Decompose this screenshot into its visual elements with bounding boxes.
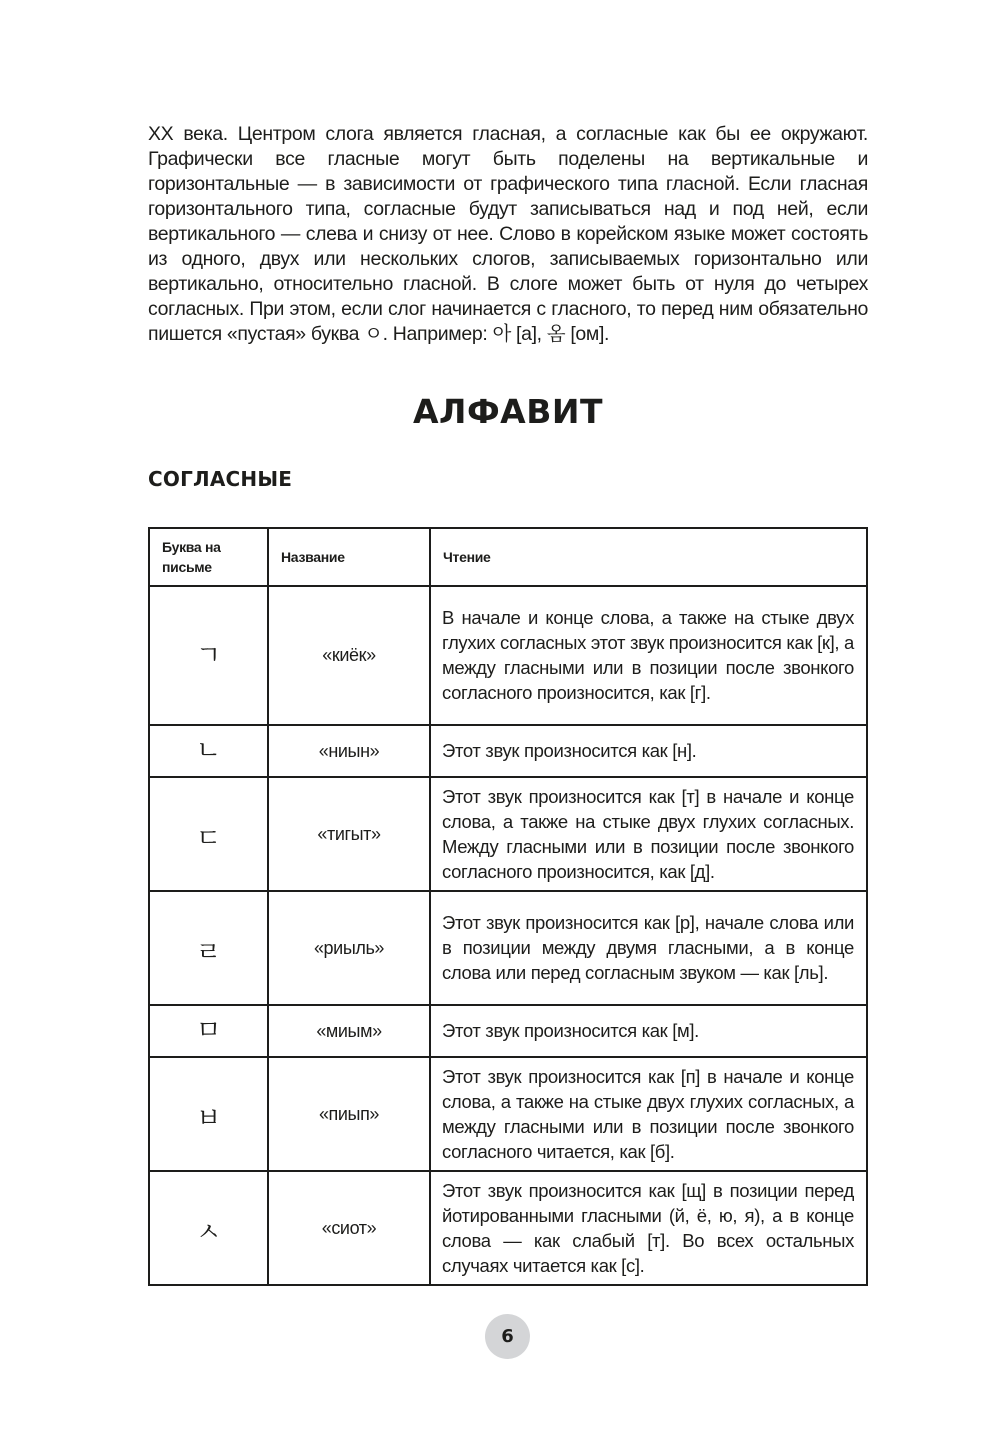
name-cell: «риыль»: [268, 891, 430, 1005]
letter-cell: [149, 891, 268, 1005]
header-letter: Буква на письме: [149, 528, 268, 586]
page-title: АЛФАВИТ: [413, 392, 603, 431]
letter-cell: [149, 1057, 268, 1171]
name-cell: «тигыт»: [268, 777, 430, 891]
table-row: [149, 1005, 867, 1057]
name-cell: «ниын»: [268, 725, 430, 777]
reading-cell: Этот звук произносится как [р], начале слова или в позиции между двумя гласными, а в конце слова или перед согласным звуком — как [ль].: [430, 891, 867, 1005]
name-cell: «сиот»: [268, 1171, 430, 1285]
letter-cell: [149, 725, 268, 777]
reading-cell: Этот звук произносится как [т] в начале и конце слова, а также на стыке двух глухих согласных. Между гласными или в позиции после звонкого согласного произносится, как [д].: [430, 777, 867, 891]
name-cell: «пиып»: [268, 1057, 430, 1171]
reading-cell: Этот звук произносится как [п] в начале и конце слова, а также на стыке двух глухих согласных, а между гласными или в позиции после звонкого согласного читается, как [б].: [430, 1057, 867, 1171]
hangul-letter: ㄷ: [195, 824, 222, 854]
reading-cell: В начале и конце слова, а также на стыке двух глухих согласных этот звук произносится как [к], а между гласными или в позиции после звонкого согласного произносится, как [г].: [430, 586, 867, 725]
reading-cell: Этот звук произносится как [н].: [430, 725, 867, 777]
letter-cell: [149, 586, 268, 725]
name-cell: «миым»: [268, 1005, 430, 1057]
table-row: [149, 1057, 867, 1171]
name-cell: «киёк»: [268, 586, 430, 725]
table-row: [149, 1171, 867, 1285]
intro-text: XX века. Центром слога является гласная, а согласные как бы ее окружают. Графически все гласные могут быть поделены на вертикальные и горизонтальные — в зависимости от графического типа гласной. Если гласная горизонтального типа, согласные будут записываться над и под ней, если вертикального — слева и снизу от нее. Слово в корейском языке может состоять из одного, двух или нескольких слогов, записываемых горизонтально или вертикально, относительно гласной. В слоге может быть от нуля до четырех согласных. При этом, если слог начинается с гласного, то перед ним обязательно пишется «пустая» буква ㅇ. Например: 아 [а], 옴 [ом].: [148, 123, 868, 345]
table-row: [149, 891, 867, 1005]
hangul-letter: ㅅ: [195, 1218, 222, 1248]
table-row: [149, 777, 867, 891]
hangul-letter: ㄱ: [195, 640, 222, 671]
header-name: Название: [268, 528, 430, 586]
hangul-letter: ㄴ: [195, 736, 222, 766]
section-heading: СОГЛАСНЫЕ: [148, 467, 293, 491]
reading-cell: Этот звук произносится как [щ] в позиции перед йотированными гласными (й, ё, ю, я), а в конце слова — как слабый [т]. Во всех остальных случаях читается как [с].: [430, 1171, 867, 1285]
letter-cell: [149, 1171, 268, 1285]
hangul-letter: ㅁ: [195, 1016, 222, 1046]
table-row: [149, 725, 867, 777]
letter-cell: [149, 1005, 268, 1057]
intro-paragraph: [148, 122, 868, 347]
hangul-letter: ㄹ: [195, 938, 222, 968]
hangul-letter: ㅂ: [195, 1104, 222, 1134]
consonants-table: [148, 527, 868, 1286]
letter-cell: [149, 777, 268, 891]
table-header-row: [149, 528, 867, 586]
header-reading: Чтение: [430, 528, 867, 586]
reading-cell: Этот звук произносится как [м].: [430, 1005, 867, 1057]
table-row: [149, 586, 867, 725]
page-number-badge: 6: [485, 1314, 530, 1359]
